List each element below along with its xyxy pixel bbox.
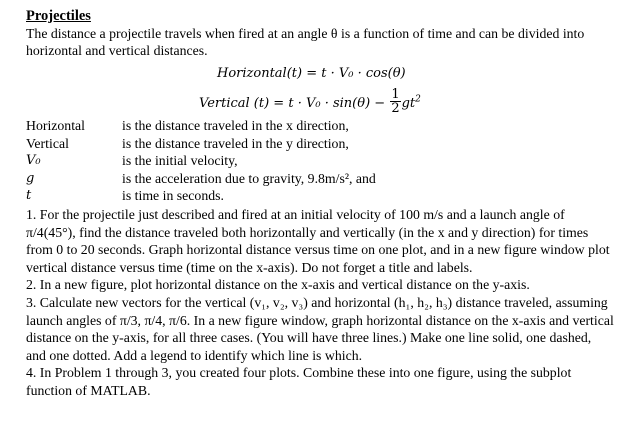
horizontal-equation-lhs: Horizontal(t) = t xyxy=(217,66,327,81)
vertical-equation-lhs: Vertical (t) = t xyxy=(199,96,294,111)
fraction-denominator: 2 xyxy=(391,101,400,116)
definition-term: Horizontal xyxy=(26,118,86,133)
definition-term: t xyxy=(26,188,32,203)
definition-desc: is time in seconds. xyxy=(122,188,224,203)
definition-desc: is the initial velocity, xyxy=(122,153,238,168)
definition-desc: is the acceleration due to gravity, 9.8m/s², and xyxy=(122,170,376,186)
horizontal-equation-rhs: · V₀ · cos(θ) xyxy=(330,66,406,81)
definition-term: Vertical xyxy=(26,135,69,151)
problem-item: 2. In a new figure, plot horizontal distance on the x-axis and vertical distance on the y-axis. xyxy=(26,277,530,293)
problems-list xyxy=(26,206,614,400)
vertical-equation-mid: · V₀ · sin(θ) − xyxy=(297,96,386,111)
one-half-fraction xyxy=(390,88,400,115)
problem-item: 3. Calculate new vectors for the vertical (v₁, v₂, v₃) and horizontal (h₁, h₂, h₃) distance traveled, assuming launch angles of π/3, π/4, π/6. In a new figure window, graph horizontal distance on the x-axis and vertical distance on the y-axis, for all three cases. (You will have three lines.) Make one line solid, one dashed, and one dotted. Add a legend to identify which line is which. xyxy=(26,294,614,363)
document-title: Projectiles xyxy=(26,8,91,24)
horizontal-equation xyxy=(217,65,406,83)
definition-desc: is the distance traveled in the y direction, xyxy=(122,135,349,151)
fraction-numerator: 1 xyxy=(391,87,400,102)
vertical-equation-exponent: 2 xyxy=(415,94,421,105)
problem-item: 1. For the projectile just described and fired at an initial velocity of 100 m/s and a launch angle of π/4(45°), find the distance traveled both horizontally and vertically (in the x and y direction) for times from 0 to 20 seconds. Graph horizontal distance versus time on one plot, and in a new figure window plot vertical distance versus time (time on the x-axis). Do not forget a title and labels. xyxy=(26,207,610,275)
problem-item: 4. In Problem 1 through 3, you created four plots. Combine these into one figure, using the subplot function of MATLAB. xyxy=(26,365,572,398)
vertical-equation xyxy=(199,87,421,117)
vertical-equation-tail: gt xyxy=(401,96,416,111)
intro-paragraph: The distance a projectile travels when fired at an angle θ is a function of time and can be divided into horizontal and vertical distances. xyxy=(26,26,585,58)
definition-term: g xyxy=(26,170,35,186)
definition-desc: is the distance traveled in the x direction, xyxy=(122,118,349,133)
definition-term: V₀ xyxy=(26,153,41,168)
